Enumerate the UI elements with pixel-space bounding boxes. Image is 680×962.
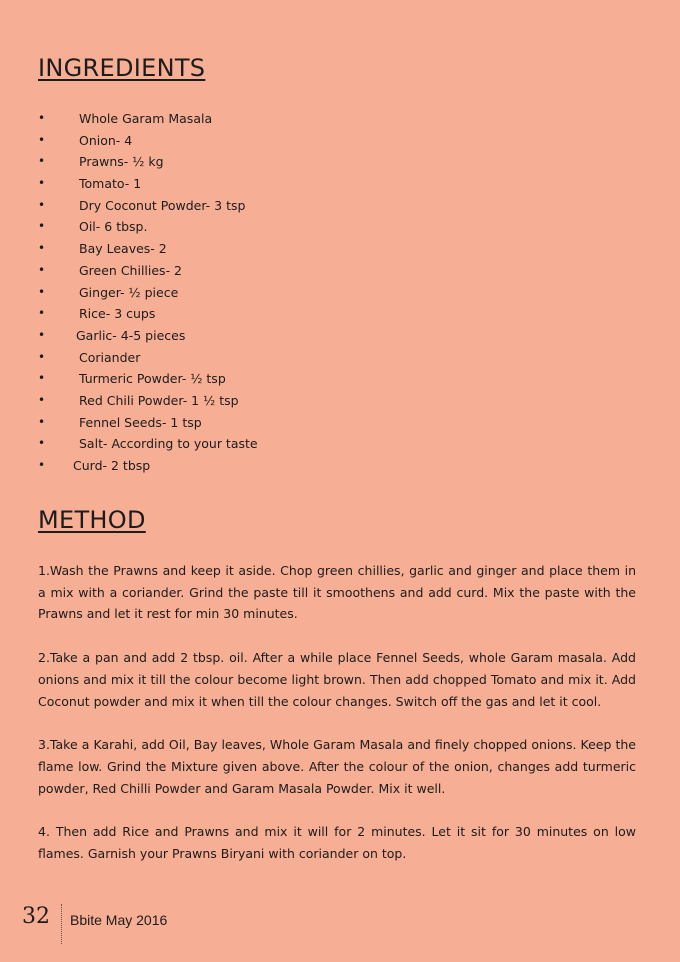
bullet-icon: •	[38, 132, 46, 147]
ingredient-text: Bay Leaves- 2	[79, 241, 167, 257]
method-heading: METHOD	[38, 506, 146, 534]
bullet-icon: •	[38, 349, 46, 364]
page-number: 32	[22, 904, 50, 929]
ingredient-text: Fennel Seeds- 1 tsp	[79, 414, 202, 430]
bullet-icon: •	[38, 392, 46, 407]
ingredient-text: Ginger- ½ piece	[79, 284, 179, 300]
ingredient-text: Whole Garam Masala	[79, 111, 213, 126]
method-step: 3.Take a Karahi, add Oil, Bay leaves, Whole Garam Masala and finely chopped onions. Keep the flame low. Grind the Mixture given above. After the colour of the onion, changes add turmeric powder, Red Chilli Powder and Garam Masala Powder. Mix it well.	[38, 737, 636, 796]
bullet-icon: •	[38, 436, 46, 451]
bullet-icon: •	[38, 327, 46, 342]
bullet-icon: •	[38, 262, 46, 277]
ingredient-text: Prawns- ½ kg	[79, 154, 164, 170]
publication-label: Bbite May 2016	[70, 912, 168, 928]
ingredient-text: Garlic- 4-5 pieces	[76, 327, 186, 343]
ingredient-text: Turmeric Powder- ½ tsp	[79, 371, 226, 387]
bullet-icon: •	[38, 219, 46, 234]
ingredient-text: Coriander	[79, 349, 141, 365]
footer-divider	[61, 904, 62, 944]
bullet-icon: •	[38, 306, 46, 321]
ingredient-text: Red Chili Powder- 1 ½ tsp	[79, 392, 239, 408]
ingredients-heading: INGREDIENTS	[38, 54, 206, 82]
bullet-icon: •	[38, 241, 46, 256]
ingredient-text: Dry Coconut Powder- 3 tsp	[79, 197, 246, 213]
bullet-icon: •	[38, 111, 46, 125]
method-steps	[38, 560, 636, 887]
bullet-icon: •	[38, 371, 46, 386]
bullet-icon: •	[38, 154, 46, 169]
ingredient-text: Green Chillies- 2	[79, 262, 183, 278]
bullet-icon: •	[38, 176, 46, 191]
ingredient-text: Rice- 3 cups	[79, 306, 156, 322]
ingredient-text: Salt- According to your taste	[79, 436, 258, 452]
ingredient-text: Tomato- 1	[79, 176, 142, 192]
ingredient-text: Oil- 6 tbsp.	[79, 219, 148, 235]
ingredient-text: Onion- 4	[79, 132, 133, 148]
method-step: 1.Wash the Prawns and keep it aside. Chop green chillies, garlic and ginger and place them in a mix with a coriander. Grind the paste till it smoothens and add curd. Mix the paste with the Prawns and let it rest for min 30 minutes.	[38, 563, 636, 622]
bullet-icon: •	[38, 197, 46, 212]
method-step: 2.Take a pan and add 2 tbsp. oil. After a while place Fennel Seeds, whole Garam masala. Add onions and mix it till the colour become light brown. Then add chopped Tomato and mix it. Add Coconut powder and mix it when till the colour changes. Switch off the gas and let it cool.	[38, 650, 636, 709]
bullet-icon: •	[38, 414, 46, 429]
ingredient-text: Curd- 2 tbsp	[73, 458, 151, 473]
method-step: 4. Then add Rice and Prawns and mix it will for 2 minutes. Let it sit for 30 minutes on low flames. Garnish your Prawns Biryani with coriander on top.	[38, 824, 636, 862]
bullet-icon: •	[38, 458, 46, 472]
bullet-icon: •	[38, 284, 46, 299]
